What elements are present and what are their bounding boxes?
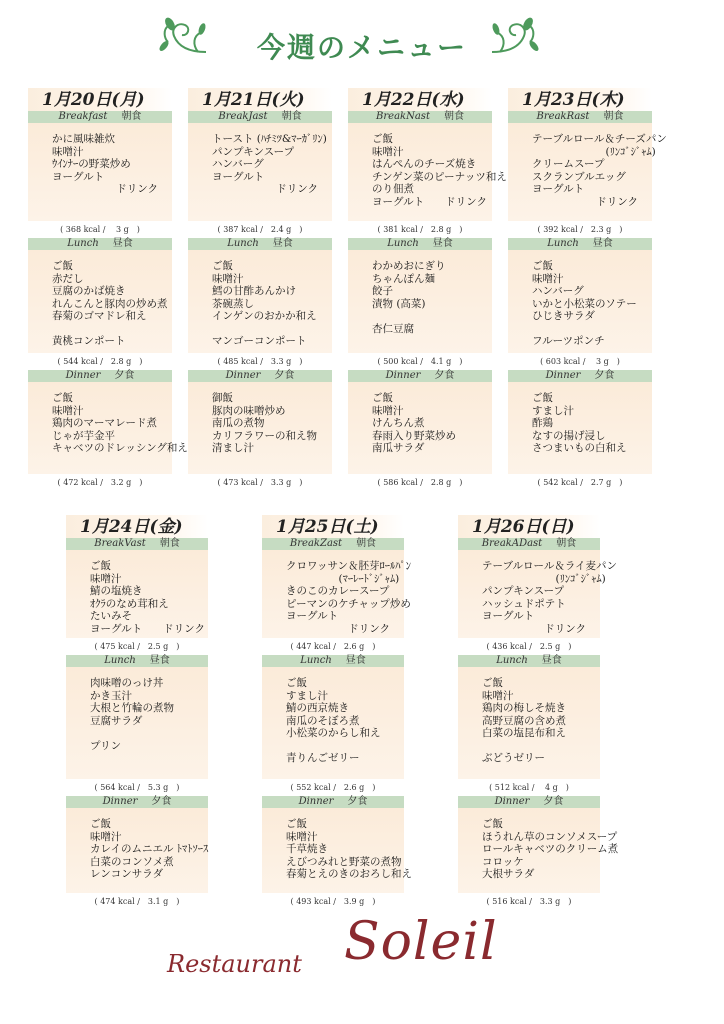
menu-item: じゃが芋金平	[52, 429, 115, 442]
menu-item: ご飯	[482, 818, 503, 830]
meal-name-en: Dinner	[545, 370, 581, 381]
menu-item: 鶏肉のマーマレード煮	[52, 417, 157, 429]
menu-item: 茶碗蒸し	[212, 297, 254, 310]
meal-name-en: BreakRast	[536, 111, 590, 122]
meal-items	[188, 250, 332, 353]
menu-item: ヨーグルト	[52, 170, 105, 183]
meal-name-jp: 昼食	[149, 655, 170, 666]
meal-label	[262, 655, 404, 667]
meal-name-en: BreakNast	[376, 111, 430, 122]
day-date: 1月23日(木)	[508, 88, 652, 111]
menu-item: 清まし汁	[212, 442, 254, 454]
menu-item: 肉味噌のっけ丼	[90, 677, 164, 689]
menu-item: なすの揚げ浸し	[532, 429, 606, 442]
menu-item: 白菜のコンソメ煮	[90, 855, 174, 868]
menu-item: ヨーグルト	[532, 183, 585, 195]
menu-item: かき玉汁	[90, 689, 132, 702]
menu-item: 杏仁豆腐	[372, 322, 414, 335]
menu-item: クロワッサン＆胚芽ﾛｰﾙﾊﾟﾝ	[286, 560, 411, 572]
meal-label	[262, 796, 404, 808]
meal-name-jp: 昼食	[592, 238, 613, 249]
day-menu	[262, 515, 412, 910]
calorie-salt-info: ( 493 kcal / 3.9 g )	[290, 897, 376, 906]
menu-item: ロールキャベツのクリーム煮	[482, 843, 619, 855]
meal-name-en: BreakADast	[481, 538, 543, 549]
drink-item: ドリンク	[276, 183, 318, 195]
menu-item: ご飯	[90, 818, 111, 830]
menu-item: 味噌汁	[90, 572, 122, 585]
menu-item: ご飯	[532, 392, 553, 404]
meal-items	[188, 382, 332, 474]
meal-name-en: Lunch	[387, 238, 419, 249]
day-menu	[66, 515, 208, 910]
meal-name-en: Lunch	[547, 238, 579, 249]
drink-item: ドリンク	[348, 622, 390, 635]
menu-item: レンコンサラダ	[90, 868, 164, 880]
meal-label	[188, 238, 332, 250]
meal-name-en: Lunch	[300, 655, 332, 666]
meal-name-jp: 昼食	[541, 655, 562, 666]
menu-item: (ﾘﾝｺﾞｼﾞｬﾑ)	[532, 145, 656, 158]
meal-label	[28, 370, 172, 382]
calorie-salt-info: ( 474 kcal / 3.1 g )	[94, 897, 180, 906]
meal-items	[458, 808, 619, 893]
meal-items	[262, 667, 404, 779]
calorie-salt-info: ( 542 kcal / 2.7 g )	[537, 478, 623, 487]
menu-item: テーブルロール＆チーズパン	[532, 133, 667, 145]
menu-item	[188, 323, 332, 336]
meal-name-jp: 朝食	[121, 111, 142, 122]
meal-items	[28, 382, 188, 474]
menu-item: クリームスープ	[532, 158, 605, 170]
menu-item: ハッシュドポテト	[482, 597, 566, 610]
menu-item: カレイのムニエル ﾄﾏﾄｿｰｽ	[90, 843, 209, 855]
menu-item: 鱈の甘酢あんかけ	[212, 285, 296, 297]
meal-name-en: Dinner	[225, 370, 261, 381]
meal-items	[188, 123, 332, 221]
meal-label	[28, 111, 172, 123]
meal-items	[66, 550, 208, 638]
meal-name-jp: 昼食	[432, 238, 453, 249]
day-date: 1月20日(月)	[28, 88, 172, 111]
menu-item: プリン	[90, 739, 122, 752]
day-menu	[348, 88, 507, 491]
menu-item: 赤だし	[52, 272, 84, 285]
menu-item: すまし汁	[532, 404, 574, 417]
menu-item: わかめおにぎり	[372, 260, 446, 272]
meal-items	[262, 550, 411, 638]
menu-item: ヨーグルト	[212, 170, 265, 183]
menu-item: ご飯	[90, 560, 111, 572]
menu-item: 大根サラダ	[482, 868, 535, 880]
calorie-salt-info: ( 552 kcal / 2.6 g )	[290, 783, 376, 792]
meal-label	[458, 538, 600, 550]
calorie-salt-info: ( 473 kcal / 3.3 g )	[217, 478, 303, 487]
meal-name-en: Dinner	[102, 796, 138, 807]
meal-name-jp: 夕食	[274, 370, 295, 381]
menu-item: 春雨入り野菜炒め	[372, 429, 456, 442]
vine-ornament-right	[488, 16, 540, 62]
menu-item: けんちん煮	[372, 417, 425, 429]
drink-item: ドリンク	[596, 195, 638, 208]
calorie-salt-info: ( 586 kcal / 2.8 g )	[377, 478, 463, 487]
menu-item	[458, 740, 600, 753]
menu-item	[348, 310, 492, 323]
menu-item: マンゴーコンポート	[212, 335, 307, 347]
menu-item: コロッケ	[482, 855, 524, 868]
menu-item: スクランブルエッグ	[532, 170, 626, 183]
meal-name-en: Dinner	[298, 796, 334, 807]
calorie-salt-info: ( 436 kcal / 2.5 g )	[486, 642, 572, 651]
day-date: 1月25日(土)	[262, 515, 404, 538]
calorie-salt-info: ( 544 kcal / 2.8 g )	[57, 357, 143, 366]
menu-item: ヨーグルト ドリンク	[90, 622, 205, 635]
menu-item: ヨーグルト	[286, 610, 339, 622]
menu-item: ご飯	[286, 818, 307, 830]
meal-label	[28, 238, 172, 250]
menu-item: パンプキンスープ	[482, 585, 565, 597]
meal-name-en: BreakJast	[218, 111, 268, 122]
calorie-salt-info: ( 381 kcal / 2.8 g )	[377, 225, 463, 234]
menu-item	[66, 727, 208, 740]
meal-name-en: Dinner	[65, 370, 101, 381]
menu-item: 味噌汁	[372, 404, 404, 417]
calorie-salt-info: ( 368 kcal / 3 g )	[60, 225, 140, 234]
menu-item: ご飯	[482, 677, 503, 689]
meal-name-jp: 昼食	[112, 238, 133, 249]
menu-item: 酢鶏	[532, 417, 553, 429]
meal-items	[458, 667, 600, 779]
meal-name-jp: 夕食	[434, 370, 455, 381]
menu-item: 白菜の塩昆布和え	[482, 727, 566, 739]
meal-label	[348, 370, 492, 382]
meal-label	[508, 370, 652, 382]
meal-items	[66, 667, 208, 779]
meal-name-jp: 夕食	[543, 796, 564, 807]
menu-item: 餃子	[372, 285, 393, 297]
menu-item: ｵｸﾗのなめ茸和え	[90, 597, 169, 610]
menu-item: 御飯	[212, 392, 233, 404]
meal-name-jp: 朝食	[443, 111, 464, 122]
menu-item: さつまいもの白和え	[532, 442, 627, 454]
menu-item: はんぺんのチーズ焼き	[372, 158, 477, 170]
calorie-salt-info: ( 472 kcal / 3.2 g )	[57, 478, 143, 487]
menu-item: 味噌汁	[212, 272, 244, 285]
meal-name-en: Lunch	[104, 655, 136, 666]
calorie-salt-info: ( 516 kcal / 3.3 g )	[486, 897, 572, 906]
menu-item: ハンバーグ	[532, 285, 584, 297]
drink-item: ドリンク	[116, 183, 158, 195]
meal-items	[66, 808, 208, 893]
menu-item: ご飯	[372, 133, 393, 145]
menu-item: ヨーグルト ドリンク	[372, 195, 487, 208]
menu-item: ご飯	[52, 260, 73, 272]
meal-items	[508, 250, 652, 353]
menu-item: ピーマンのケチャップ炒め	[286, 597, 411, 610]
meal-name-jp: 朝食	[159, 538, 180, 549]
meal-label	[458, 655, 600, 667]
meal-items	[348, 123, 507, 221]
menu-item: いかと小松菜のソテー	[532, 297, 637, 310]
meal-items	[508, 382, 652, 474]
meal-items	[262, 808, 412, 893]
meal-name-en: BreakZast	[289, 538, 343, 549]
calorie-salt-info: ( 564 kcal / 5.3 g )	[94, 783, 180, 792]
vine-ornament-left	[158, 16, 210, 62]
menu-item: 南瓜の煮物	[212, 417, 265, 429]
menu-item: 味噌汁	[372, 145, 404, 158]
menu-item: トースト (ﾊﾁﾐﾂ&ﾏｰｶﾞﾘﾝ)	[212, 133, 327, 145]
menu-item: 鶏肉の梅しそ焼き	[482, 702, 566, 714]
menu-item: ご飯	[532, 260, 553, 272]
meal-name-jp: 朝食	[603, 111, 624, 122]
meal-name-en: Lunch	[496, 655, 528, 666]
menu-item	[508, 323, 652, 336]
calorie-salt-info: ( 500 kcal / 4.1 g )	[377, 357, 463, 366]
menu-item: 高野豆腐の含め煮	[482, 714, 566, 727]
menu-item: インゲンのおかか和え	[212, 310, 317, 322]
menu-item: 黄桃コンポート	[52, 335, 126, 347]
menu-item: ご飯	[52, 392, 73, 404]
menu-item: カリフラワーの和え物	[212, 429, 317, 442]
meal-name-jp: 朝食	[356, 538, 377, 549]
menu-item: れんこんと豚肉の炒め煮	[52, 297, 168, 310]
page-title: 今週のメニュー	[256, 31, 467, 64]
meal-name-jp: 夕食	[347, 796, 368, 807]
meal-label	[348, 111, 492, 123]
meal-label	[348, 238, 492, 250]
menu-item	[28, 323, 172, 336]
calorie-salt-info: ( 603 kcal / 3 g )	[540, 357, 620, 366]
meal-items	[28, 250, 172, 353]
menu-item: ヨーグルト	[482, 610, 535, 622]
meal-name-en: Lunch	[67, 238, 99, 249]
menu-item: ハンバーグ	[212, 158, 264, 170]
menu-item: 春菊のゴマドレ和え	[52, 310, 147, 322]
meal-name-en: Breakfast	[58, 111, 108, 122]
menu-item: ちゃんぽん麺	[372, 272, 435, 285]
drink-item: ドリンク	[544, 622, 586, 635]
meal-label	[66, 655, 208, 667]
day-date: 1月24日(金)	[66, 515, 208, 538]
meal-items	[508, 123, 667, 221]
menu-item: えびつみれと野菜の煮物	[286, 855, 402, 868]
menu-item: 春菊とえのきのおろし和え	[286, 868, 412, 880]
menu-item: 南瓜のそぼろ煮	[286, 714, 360, 727]
menu-item: 千草焼き	[286, 843, 328, 855]
calorie-salt-info: ( 387 kcal / 2.4 g )	[217, 225, 303, 234]
meal-name-en: BreakVast	[94, 538, 146, 549]
menu-item: 大根と竹輪の煮物	[90, 702, 174, 714]
calorie-salt-info: ( 475 kcal / 2.5 g )	[94, 642, 180, 651]
restaurant-name: Soleil	[344, 912, 498, 972]
menu-item: 豚肉の味噌炒め	[212, 404, 286, 417]
day-date: 1月21日(火)	[188, 88, 332, 111]
day-date: 1月26日(日)	[458, 515, 600, 538]
meal-label	[508, 111, 652, 123]
menu-item: ｳｲﾝﾅｰの野菜炒め	[52, 158, 131, 170]
calorie-salt-info: ( 392 kcal / 2.3 g )	[537, 225, 623, 234]
meal-label	[188, 370, 332, 382]
meal-items	[348, 250, 492, 353]
calorie-salt-info: ( 485 kcal / 3.3 g )	[217, 357, 303, 366]
menu-item: パンプキンスープ	[212, 145, 295, 158]
meal-name-jp: 朝食	[556, 538, 577, 549]
menu-item: すまし汁	[286, 689, 328, 702]
restaurant-label: Restaurant	[167, 950, 302, 978]
meal-name-en: Lunch	[227, 238, 259, 249]
menu-item: ひじきサラダ	[532, 310, 595, 322]
menu-item: ぶどうゼリー	[482, 752, 545, 764]
menu-item: 鯖の西京焼き	[286, 702, 349, 714]
menu-item: 味噌汁	[482, 689, 514, 702]
menu-item: テーブルロール＆ライ麦パン	[482, 560, 618, 572]
meal-label	[458, 796, 600, 808]
meal-name-jp: 夕食	[594, 370, 615, 381]
menu-item: 青りんごゼリー	[286, 752, 360, 764]
day-menu	[188, 88, 332, 491]
meal-items	[458, 550, 618, 638]
meal-name-jp: 朝食	[281, 111, 302, 122]
meal-label	[188, 111, 332, 123]
menu-item: 味噌汁	[532, 272, 564, 285]
menu-item: 小松菜のからし和え	[286, 727, 381, 739]
meal-name-jp: 夕食	[151, 796, 172, 807]
meal-label	[508, 238, 652, 250]
menu-item: フルーツポンチ	[532, 335, 605, 347]
meal-label	[66, 796, 208, 808]
menu-item: ご飯	[212, 260, 233, 272]
menu-item: ほうれん草のコンソメスープ	[482, 830, 618, 843]
menu-item: (ﾘﾝｺﾞｼﾞｬﾑ)	[482, 572, 606, 585]
calorie-salt-info: ( 512 kcal / 4 g )	[489, 783, 569, 792]
menu-item: かに風味雑炊	[52, 133, 115, 145]
meal-name-jp: 夕食	[114, 370, 135, 381]
menu-item: きのこのカレースープ	[286, 585, 390, 597]
menu-item: 南瓜サラダ	[372, 442, 425, 454]
menu-item: キャベツのドレッシング和え	[52, 442, 188, 454]
menu-item: 漬物 (高菜)	[372, 297, 426, 310]
meal-name-jp: 昼食	[345, 655, 366, 666]
menu-item: チンゲン菜のピーナッツ和え	[372, 170, 507, 183]
menu-item: たいみそ	[90, 610, 132, 622]
menu-item: 味噌汁	[90, 830, 122, 843]
day-menu	[508, 88, 667, 491]
menu-item: 豆腐のかば焼き	[52, 285, 126, 297]
menu-item: 味噌汁	[52, 404, 84, 417]
meal-items	[28, 123, 172, 221]
meal-name-jp: 昼食	[272, 238, 293, 249]
calorie-salt-info: ( 447 kcal / 2.6 g )	[290, 642, 376, 651]
menu-item: ご飯	[372, 392, 393, 404]
menu-item	[262, 740, 404, 753]
menu-item: のり佃煮	[372, 183, 414, 195]
menu-item: (ﾏｰﾚｰﾄﾞｼﾞｬﾑ)	[286, 572, 400, 585]
menu-item: 豆腐サラダ	[90, 714, 143, 727]
menu-item: 鯖の塩焼き	[90, 585, 143, 597]
day-menu	[28, 88, 188, 491]
menu-item: 味噌汁	[52, 145, 84, 158]
meal-label	[66, 538, 208, 550]
day-date: 1月22日(水)	[348, 88, 492, 111]
meal-name-en: Dinner	[385, 370, 421, 381]
meal-items	[348, 382, 492, 474]
meal-name-en: Dinner	[494, 796, 530, 807]
day-menu	[458, 515, 619, 910]
meal-label	[262, 538, 404, 550]
menu-item: 味噌汁	[286, 830, 318, 843]
menu-item: ご飯	[286, 677, 307, 689]
